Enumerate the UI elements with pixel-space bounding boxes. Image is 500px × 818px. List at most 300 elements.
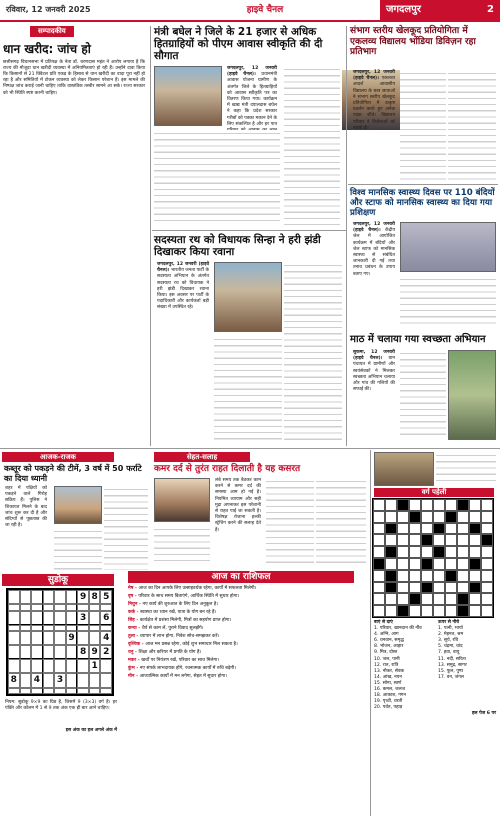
right-low-photo [448, 350, 496, 440]
rashifal-item [128, 650, 364, 656]
crossword-cell[interactable] [445, 499, 457, 511]
crossword-clue: 16. कमल, जलज [374, 687, 406, 693]
rashi-sign: वृश्चिक - [128, 642, 146, 647]
crossword-cell[interactable] [469, 511, 481, 523]
rashi-sign: मीन - [128, 674, 140, 679]
crossword-cell[interactable] [373, 546, 385, 558]
right-low-dateline: सुकमा, 12 जनवरी (हाइवे चैनल)। [353, 350, 395, 362]
rashifal-item [128, 626, 364, 632]
down-title: ऊपर से नीचे [438, 620, 460, 625]
center-mid-col3 [266, 478, 314, 566]
sudoku-cell[interactable] [77, 673, 89, 687]
right-low-text [350, 350, 398, 393]
clues-across [374, 620, 434, 711]
crossword-cell[interactable] [469, 534, 481, 546]
crossword-block [469, 582, 481, 594]
rashi-text: शिक्षा और करियर में प्रगति के योग हैं। [138, 650, 202, 655]
crossword-block [433, 523, 445, 535]
crossword-block [397, 605, 409, 617]
sudoku-cell[interactable] [20, 659, 32, 673]
crossword-clue: 15. सोना, स्वर्ण [374, 680, 402, 686]
right-low-headline: माठ में चलाया गया स्वच्छता अभियान [350, 334, 486, 345]
rashi-sign: कन्या - [128, 626, 142, 631]
rashifal-list [128, 586, 364, 682]
crossword-cell[interactable] [481, 499, 493, 511]
rashi-sign: तुला - [128, 634, 141, 639]
rashifal-item [128, 666, 364, 672]
editorial-text: छत्तीसगढ़ विधानसभा में प्रतिपक्ष के नेता डॉ. चरणदास महंत ने आरोप लगाया है कि राज्य की मौजूदा धान खरीदी व्यवस्था में अनियमितताएं हो रही हैं। उन्होंने दावा किया कि किसानों से 21 क्विंटल प्रति एकड़ के हिसाब से धान खरीदी का वादा पूरा नहीं हो रहा है और समितियों में टोकन व्यवस्था को लेकर किसान परेशान हैं। इस मामले की निष्पक्ष जांच कराई जानी चाहिए ताकि वास्तविक तस्वीर सामने आ सके। राज्य सरकार को भी स्थिति स्पष्ट करनी चाहिए। [3, 59, 145, 96]
sudoku-cell[interactable] [54, 645, 66, 659]
sudoku-cell[interactable] [89, 673, 101, 687]
rashi-text: परिवार के साथ समय बिताएंगे, आर्थिक स्थिति में सुधार होगा। [138, 594, 240, 599]
crossword-cell[interactable] [409, 605, 421, 617]
rashifal-item [128, 674, 364, 680]
sudoku-cell[interactable] [20, 688, 32, 694]
crossword-cell[interactable] [397, 593, 409, 605]
crossword-cell[interactable] [397, 558, 409, 570]
rashi-sign: धनु - [128, 650, 139, 655]
right-mid-text [350, 222, 398, 278]
right-top-text [350, 70, 398, 132]
crossword-cell[interactable] [433, 499, 445, 511]
crossword-cell[interactable] [445, 582, 457, 594]
sudoku-cell[interactable] [43, 611, 55, 625]
across-title: बाएं से दाएं [374, 620, 393, 625]
crossword-cell[interactable] [421, 511, 433, 523]
story-two-text [154, 262, 212, 312]
rashi-text: व्यापार में लाभ होगा, निवेश सोच-समझकर करें। [140, 634, 220, 639]
city-name: जगदलपुर [386, 4, 421, 16]
crossword-cell[interactable] [409, 534, 421, 546]
crossword-cell[interactable] [421, 523, 433, 535]
rashi-sign: कुंभ - [128, 666, 140, 671]
rashi-sign: मेष - [128, 586, 139, 591]
sudoku-cell[interactable]: 4 [31, 673, 43, 687]
crossword-cell[interactable] [481, 558, 493, 570]
rashifal-item [128, 618, 364, 624]
sudoku-cell[interactable] [66, 645, 78, 659]
right-top-body: एकलव्य आदर्श आवासीय विद्यालय के छात्र छात्राओं ने संभाग स्तरीय खेलकूद प्रतियोगिता में उत्कृष्ट प्रदर्शन करते हुए अनेक पदक जीते। विद्यालय परिवार ने विजेताओं को बधाई दी। [353, 76, 395, 131]
right-mid-dateline: जगदलपुर, 12 जनवरी (हाइवे चैनल)। [353, 222, 395, 234]
crossword-block [469, 558, 481, 570]
crossword-title: वर्ग पहेली [374, 488, 494, 497]
right-top-dateline: जगदलपुर, 12 जनवरी (हाइवे चैनल)। [353, 70, 395, 82]
sudoku-cell[interactable] [8, 688, 20, 694]
sudoku-cell[interactable] [8, 611, 20, 625]
right-mid-headline: विश्व मानसिक स्वास्थ्य दिवस पर 110 बंदियों और स्टाफ को मानसिक स्वास्थ्य का दिया गया प्रशिक्षण [350, 188, 495, 218]
sudoku-cell[interactable] [66, 590, 78, 604]
crossword-cell[interactable] [457, 570, 469, 582]
sudoku-cell[interactable]: 9 [77, 590, 89, 604]
crossword-cell[interactable] [445, 593, 457, 605]
crossword-clue: 2. मेहनत, श्रम [438, 632, 464, 638]
rashi-text: स्वास्थ्य का ध्यान रखें, यात्रा के योग बन रहे हैं। [140, 610, 217, 615]
crossword-block [373, 558, 385, 570]
masthead [0, 0, 500, 22]
sudoku-cell[interactable] [20, 673, 32, 687]
left-mid-headline: कब्तूर को पकड़ने की टीमें, 3 वर्ष में 50 फर्राटे का दिया ध्यानी [4, 464, 142, 483]
clues-down [438, 620, 496, 711]
sudoku-cell[interactable] [8, 645, 20, 659]
sudoku-cell[interactable]: 9 [89, 645, 101, 659]
rashi-sign: वृष - [128, 594, 139, 599]
sudoku-cell[interactable] [89, 688, 101, 694]
crossword-block [409, 511, 421, 523]
lead-photo [154, 66, 222, 126]
rashi-text: खर्चों पर नियंत्रण रखें, परिवार का साथ मिलेगा। [141, 658, 220, 663]
band-divider [0, 448, 500, 449]
rashifal-item [128, 658, 364, 664]
right-low-body: ग्राम पंचायत में ग्रामीणों और स्वयंसेवकों ने मिलकर स्वच्छता अभियान चलाया और गांव की गलियों की सफाई की। [353, 356, 395, 393]
crossword-cell[interactable] [445, 546, 457, 558]
crossword-footer: हल पेज 6 पर [471, 711, 496, 717]
crossword-block [409, 593, 421, 605]
crossword-cell[interactable] [397, 570, 409, 582]
sudoku-cell[interactable] [77, 659, 89, 673]
sudoku-cell[interactable] [89, 631, 101, 645]
column-divider-lower [370, 450, 371, 816]
crossword-cell[interactable] [433, 511, 445, 523]
sudoku-cell[interactable] [31, 611, 43, 625]
sudoku-cell[interactable] [31, 590, 43, 604]
crossword-cell[interactable] [445, 605, 457, 617]
crossword-cell[interactable] [385, 534, 397, 546]
rashi-sign: मकर - [128, 658, 142, 663]
sudoku-cell[interactable] [31, 631, 43, 645]
crossword-block [385, 523, 397, 535]
crossword-cell[interactable] [445, 558, 457, 570]
crossword-cell[interactable] [481, 605, 493, 617]
crossword-cell[interactable] [433, 534, 445, 546]
sudoku-cell[interactable]: 9 [66, 631, 78, 645]
crossword-block [457, 499, 469, 511]
crossword-cell[interactable] [373, 499, 385, 511]
center-mid-headline: कमर दर्द से तुरंत राहत दिलाती है यह कसरत [154, 464, 301, 474]
crossword-cell[interactable] [457, 546, 469, 558]
right-lower-photo [374, 452, 434, 486]
sudoku-cell[interactable] [31, 645, 43, 659]
crossword-cell[interactable] [409, 499, 421, 511]
right-lower-text [436, 452, 496, 486]
sudoku-cell[interactable] [8, 659, 20, 673]
crossword-cell[interactable] [373, 593, 385, 605]
sudoku-grid[interactable] [6, 588, 114, 696]
crossword-clue: 17. वन, जंगल [438, 674, 464, 680]
sudoku-cell[interactable] [20, 631, 32, 645]
center-mid-text: लंबे समय तक बैठकर काम करने से कमर दर्द की समस्या आम हो गई है। नियमित व्यायाम और सही मुद्रा अपनाकर इस परेशानी से राहत पाई जा सकती है। विशेषज्ञ रोजाना हल्की स्ट्रेचिंग करने की सलाह देते हैं। [215, 478, 261, 533]
lead-text-col2 [284, 66, 340, 226]
left-mid-col2 [54, 528, 102, 570]
rashi-text: आज का दिन आपके लिए उत्साहवर्धक रहेगा, कार्यों में सफलता मिलेगी। [138, 586, 257, 591]
sudoku-cell[interactable] [43, 659, 55, 673]
crossword-block [421, 534, 433, 546]
crossword-cell[interactable] [457, 558, 469, 570]
story-two-photo [214, 262, 282, 332]
sudoku-cell[interactable] [43, 645, 55, 659]
crossword-block [421, 582, 433, 594]
sudoku-cell[interactable]: 3 [77, 611, 89, 625]
crossword-clue: 8. भोजन, आहार [374, 644, 404, 650]
crossword-cell[interactable] [481, 582, 493, 594]
crossword-clue: 13. समुद्र, सागर [438, 662, 467, 668]
crossword-block [421, 558, 433, 570]
sudoku-cell[interactable] [100, 659, 112, 673]
crossword-cell[interactable] [385, 605, 397, 617]
sudoku-cell[interactable] [43, 673, 55, 687]
crossword-cell[interactable] [481, 546, 493, 558]
clues-down-list [438, 626, 496, 681]
sudoku-cell[interactable] [20, 590, 32, 604]
sudoku-cell[interactable]: 8 [77, 645, 89, 659]
editorial-column [0, 24, 148, 97]
crossword-clue: 3. सूर्य, रवि [438, 638, 459, 644]
sudoku-cell[interactable] [66, 688, 78, 694]
crossword-clue: 15. फूल, पुष्प [438, 668, 464, 674]
sudoku-cell[interactable] [43, 590, 55, 604]
rashi-text: नए कार्य की शुरुआत के लिए दिन अनुकूल है। [142, 602, 219, 607]
lead-headline: मंत्री बघेल ने जिले के 21 हजार से अधिक हितग्राहियों को पीएम आवास स्वीकृति की दी सौगात [154, 26, 323, 62]
crossword-block [433, 546, 445, 558]
crossword-clue: 1. पत्नी, भार्या [438, 626, 463, 632]
sudoku-cell[interactable] [100, 673, 112, 687]
crossword-clue: 13. नौकर, सेवक [374, 668, 405, 674]
rashi-text: धैर्य से काम लें, पुराने विवाद सुलझेंगे। [141, 626, 204, 631]
crossword-cell[interactable] [433, 593, 445, 605]
column-divider [150, 26, 151, 446]
sudoku-cell[interactable]: 3 [54, 673, 66, 687]
crossword-cell[interactable] [409, 523, 421, 535]
sudoku-cell[interactable] [54, 659, 66, 673]
crossword-cell[interactable] [469, 593, 481, 605]
sudoku-cell[interactable] [77, 631, 89, 645]
row-divider-right [348, 184, 498, 185]
sudoku-cell[interactable] [54, 611, 66, 625]
crossword-cell[interactable] [481, 511, 493, 523]
crossword-cell[interactable] [421, 593, 433, 605]
sudoku-cell[interactable] [54, 631, 66, 645]
crossword-clue: 5. चंद्रमा, चांद [438, 644, 463, 650]
crossword-clue: 1. परिवार, खानदान की नींव [374, 626, 422, 632]
sudoku-cell[interactable] [43, 688, 55, 694]
city-banner [380, 0, 500, 21]
center-mid-col4 [316, 478, 366, 566]
sudoku-cell[interactable]: 6 [100, 611, 112, 625]
left-mid-tag: आजक-राजक [2, 452, 114, 462]
crossword-cell[interactable] [409, 570, 421, 582]
clues-across-list [374, 626, 434, 711]
crossword-cell[interactable] [397, 582, 409, 594]
rashifal-item [128, 586, 364, 592]
crossword-cell[interactable] [421, 499, 433, 511]
crossword-cell[interactable] [433, 570, 445, 582]
rashifal-item [128, 610, 364, 616]
crossword-cell[interactable] [373, 605, 385, 617]
crossword-block [385, 570, 397, 582]
sudoku-cell[interactable]: 8 [89, 590, 101, 604]
crossword-clue: 6. धनवान, समृद्ध [374, 638, 404, 644]
center-mid-photo [154, 478, 210, 522]
left-mid-text: शहर में पक्षियों को पकड़ने वाले गिरोह सक्रिय हैं। पुलिस ने शिकायत मिलने के बाद जांच शुरू कर दी है और संदिग्धों से पूछताछ की जा रही है। [5, 486, 47, 529]
rashifal-title: आज का राशिफल [128, 571, 354, 583]
story-two-text-col2 [284, 262, 342, 442]
story-two-body: भारतीय जनता पार्टी के सदस्यता अभियान के अंतर्गत सदस्यता रथ को विधायक ने हरी झंडी दिखाकर रवाना किया। इस अवसर पर पार्टी के पदाधिकारी और कार्यकर्ता बड़ी संख्या में उपस्थित रहे। [157, 268, 209, 311]
lead-dateline: जगदलपुर, 12 जनवरी (हाइवे चैनल)। [227, 66, 277, 78]
crossword-clue: 20. पर्वत, पहाड़ [374, 705, 403, 711]
crossword-cell[interactable] [457, 523, 469, 535]
right-top-col2 [400, 70, 446, 180]
center-mid-col2 [154, 526, 210, 566]
crossword-cell[interactable] [397, 523, 409, 535]
sudoku-cell[interactable] [77, 688, 89, 694]
crossword-clue: 7. हवा, वायु [438, 650, 460, 656]
masthead-date: रविवार, 12 जनवरी 2025 [6, 4, 91, 14]
right-low-col2 [400, 350, 446, 440]
crossword-cell[interactable] [457, 582, 469, 594]
sudoku-cell[interactable] [66, 659, 78, 673]
crossword-clue: 10. जल, पानी [374, 656, 400, 662]
crossword-block [385, 546, 397, 558]
crossword-cell[interactable] [397, 511, 409, 523]
sudoku-cell[interactable] [31, 659, 43, 673]
sudoku-footer: इस अंक का हल अगले अंक में [65, 728, 117, 733]
crossword-cell[interactable] [373, 534, 385, 546]
crossword-block [457, 605, 469, 617]
crossword-cell[interactable] [433, 582, 445, 594]
crossword-clue: 11. नदी, सरिता [438, 656, 466, 662]
sudoku-cell[interactable]: 4 [100, 631, 112, 645]
crossword-cell[interactable] [469, 499, 481, 511]
sudoku-cell[interactable] [54, 688, 66, 694]
left-mid-col3 [104, 486, 148, 570]
crossword-cell[interactable] [481, 570, 493, 582]
crossword-clue: 19. पृथ्वी, धरती [374, 699, 403, 705]
crossword-cell[interactable] [373, 511, 385, 523]
story-two-dateline: जगदलपुर, 12 जनवरी (हाइवे चैनल)। [157, 262, 209, 274]
crossword-block [469, 523, 481, 535]
crossword-clue: 12. रात, रात्रि [374, 662, 399, 668]
crossword-cell[interactable] [385, 593, 397, 605]
crossword-cell[interactable] [421, 570, 433, 582]
rashi-sign: मिथुन - [128, 602, 143, 607]
crossword-cell[interactable] [433, 605, 445, 617]
crossword-block [481, 534, 493, 546]
sudoku-cell[interactable] [8, 590, 20, 604]
sudoku-cell[interactable] [54, 590, 66, 604]
crossword-cell[interactable] [481, 523, 493, 535]
right-top-headline: संभाग स्तरीय खेलकूद प्रतियोगिता में एकलव्य विद्यालय भोंडिया डिविज़न रहा प्रतिभाग [350, 26, 476, 57]
rashi-text: आध्यात्मिक कार्यों में मन लगेगा, सेहत में सुधार होगा। [139, 674, 227, 679]
story-two-headline: सदस्यता रथ को विधायक सिन्हा ने हरी झंडी दिखाकर किया रवाना [154, 234, 321, 258]
sudoku-title: सुडोकू [2, 574, 114, 586]
rashi-sign: सिंह - [128, 618, 140, 623]
sudoku-cell[interactable] [66, 673, 78, 687]
crossword-cell[interactable] [385, 511, 397, 523]
crossword-cell[interactable] [397, 546, 409, 558]
crossword-block [457, 593, 469, 605]
crossword-cell[interactable] [469, 570, 481, 582]
rashifal-item [128, 594, 364, 600]
crossword-cell[interactable] [373, 582, 385, 594]
crossword-cell[interactable] [457, 534, 469, 546]
crossword-grid[interactable] [372, 498, 494, 618]
lead-text-col3 [154, 130, 280, 226]
editorial-title: धान खरीद: जांच हो [3, 42, 91, 57]
crossword-cell[interactable] [373, 523, 385, 535]
left-mid-photo [54, 486, 102, 524]
sudoku-cell[interactable] [89, 611, 101, 625]
sudoku-cell[interactable]: 8 [8, 673, 20, 687]
crossword-cell[interactable] [385, 499, 397, 511]
crossword-clue: 18. आकाश, गगन [374, 693, 406, 699]
crossword-cell[interactable] [409, 546, 421, 558]
right-top-col3 [448, 70, 496, 180]
paper-name: हाइवे चैनल [246, 4, 284, 15]
right-mid-body: केंद्रीय जेल में आयोजित कार्यक्रम में बंदियों और जेल स्टाफ को मानसिक स्वास्थ्य से संबंधित जानकारी दी गई तथा तनाव प्रबंधन के उपाय बताए गए। [353, 228, 395, 277]
rashifal-item [128, 642, 364, 648]
crossword-block [445, 511, 457, 523]
crossword-block [385, 582, 397, 594]
rashi-text: नए संपर्क लाभदायक होंगे, रचनात्मक कार्यों में रुचि बढ़ेगी। [139, 666, 236, 671]
sudoku-cell[interactable] [100, 688, 112, 694]
crossword-cell[interactable] [409, 558, 421, 570]
crossword-cell[interactable] [457, 511, 469, 523]
right-mid-photo [400, 222, 496, 272]
crossword-cell[interactable] [445, 534, 457, 546]
story-two-text-col3 [214, 336, 282, 442]
crossword-clue: 9. मित्र, दोस्त [374, 650, 398, 656]
crossword-block [397, 499, 409, 511]
rashifal-item [128, 602, 364, 608]
sudoku-cell[interactable]: 2 [100, 645, 112, 659]
crossword-clue: 14. आंख, नयन [374, 674, 402, 680]
rashifal-item [128, 634, 364, 640]
sudoku-cell[interactable] [43, 631, 55, 645]
right-mid-col2 [400, 276, 496, 328]
rashi-text: आज मन प्रसन्न रहेगा, कोई शुभ समाचार मिल सकता है। [145, 642, 238, 647]
crossword-cell[interactable] [421, 605, 433, 617]
center-mid-tag: सेहत-सलाह [154, 452, 250, 462]
crossword-cell[interactable] [373, 570, 385, 582]
sudoku-cell[interactable] [20, 645, 32, 659]
sudoku-cell[interactable] [66, 611, 78, 625]
crossword-cell[interactable] [481, 593, 493, 605]
lead-text: प्रधानमंत्री आवास योजना ग्रामीण के अंतर्गत जिले के हितग्राहियों को आवास स्वीकृति पत्र का वितरण किया गया। कार्यक्रम में खाद्य मंत्री दयालदास बघेल ने कहा कि प्रदेश सरकार गरीबों को पक्का मकान देने के लिए संकल्पित है और हर पात्र [227, 72, 277, 127]
crossword-cell[interactable] [385, 558, 397, 570]
sudoku-rule: नियम: सुडोकू 9×9 का ग्रिड है, जिसमें 9 (3×3) वर्ग हैं। हर पंक्ति और कॉलम में 1 से 9 तक अंक एक ही बार आने चाहिए। [5, 700, 117, 712]
crossword-cell[interactable] [421, 546, 433, 558]
crossword-block [445, 570, 457, 582]
crossword-cell[interactable] [469, 546, 481, 558]
sudoku-cell[interactable] [8, 631, 20, 645]
crossword-cell[interactable] [469, 605, 481, 617]
column-divider-right [346, 26, 347, 446]
sudoku-cell[interactable]: 1 [89, 659, 101, 673]
crossword-clue: 4. अग्नि, आग [374, 632, 399, 638]
sudoku-cell[interactable] [31, 688, 43, 694]
row-divider [152, 230, 346, 231]
sudoku-cell[interactable]: 5 [100, 590, 112, 604]
sudoku-cell[interactable] [20, 611, 32, 625]
crossword-cell[interactable] [397, 534, 409, 546]
crossword-cell[interactable] [409, 582, 421, 594]
rashi-sign: कर्क - [128, 610, 141, 615]
crossword-cell[interactable] [445, 523, 457, 535]
rashi-text: कार्यक्षेत्र में प्रशंसा मिलेगी, मित्रों का सहयोग प्राप्त होगा। [139, 618, 232, 623]
crossword-clues [374, 620, 496, 718]
crossword-cell[interactable] [433, 558, 445, 570]
page-number: 2 [487, 4, 494, 16]
editorial-tag: सम्पादकीय [30, 26, 74, 37]
